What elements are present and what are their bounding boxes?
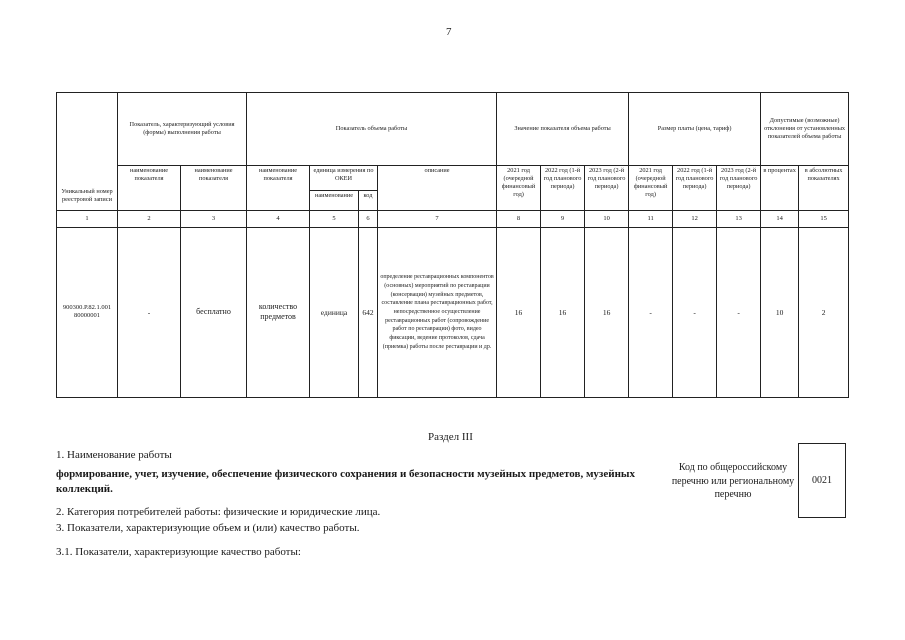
sub-percent: в процентах bbox=[761, 165, 799, 211]
col-number: 10 bbox=[585, 211, 629, 228]
work-name-label: 1. Наименование работы bbox=[56, 449, 172, 461]
col-number: 11 bbox=[629, 211, 673, 228]
cell-volume-2022: 16 bbox=[541, 227, 585, 397]
registry-code-box bbox=[798, 443, 846, 518]
sub-fee-2023: 2023 год (2-й год планового периода) bbox=[717, 165, 761, 211]
sub-indicator-name-3: наименование показателя bbox=[247, 165, 310, 211]
cell-fee-2023: - bbox=[717, 227, 761, 397]
cell-volume-2021: 16 bbox=[497, 227, 541, 397]
consumer-category: 2. Категория потребителей работы: физические и юридические лица. bbox=[56, 506, 381, 518]
sub-year-2021: 2021 год (очередной финансовый год) bbox=[497, 165, 541, 211]
sub-year-2022: 2022 год (1-й год планового периода) bbox=[541, 165, 585, 211]
header-volume-value: Значение показателя объема работы bbox=[497, 93, 629, 166]
col-number: 2 bbox=[118, 211, 181, 228]
col-number: 9 bbox=[541, 211, 585, 228]
header-deviation: Допустимые (возможные) отклонения от установленных показателей объема работы bbox=[761, 93, 849, 166]
section-title: Раздел III bbox=[428, 431, 473, 443]
sub-indicator-name-1: наименование показателя bbox=[118, 165, 181, 211]
col-number: 1 bbox=[57, 211, 118, 228]
cell-char-1: - bbox=[118, 227, 181, 397]
work-volume-table bbox=[56, 92, 849, 398]
table-row bbox=[57, 227, 849, 397]
col-number: 3 bbox=[181, 211, 247, 228]
cell-deviation-absolute: 2 bbox=[799, 227, 849, 397]
col-number: 7 bbox=[378, 211, 497, 228]
col-number: 5 bbox=[310, 211, 359, 228]
page-number: 7 bbox=[446, 26, 452, 38]
cell-volume-2023: 16 bbox=[585, 227, 629, 397]
col-number: 8 bbox=[497, 211, 541, 228]
cell-unit-name: единица bbox=[310, 227, 359, 397]
col-number: 12 bbox=[673, 211, 717, 228]
col-number: 15 bbox=[799, 211, 849, 228]
col-number: 13 bbox=[717, 211, 761, 228]
registry-code-label: Код по общероссийскому перечню или региональному перечню bbox=[671, 462, 795, 500]
sub-fee-2022: 2022 год (1-й год планового периода) bbox=[673, 165, 717, 211]
registry-code-value: 0021 bbox=[812, 475, 832, 486]
cell-unit-code: 642 bbox=[359, 227, 378, 397]
registry-number: 900300.Р.82.1.001 80000001 bbox=[57, 227, 118, 397]
sub-absolute: в абсолютных показателях bbox=[799, 165, 849, 211]
col-number: 4 bbox=[247, 211, 310, 228]
cell-char-2: бесплатно bbox=[181, 227, 247, 397]
cell-description: определение реставрационных компонентов (основных) мероприятий по реставрации (консервации) музейных предметов, составление плана реставрационных работ, непосредственное осуществление реставрационных работ (сопровождение работ по реставрации) фото, видео фиксации, ведение протоколов, сдача (приемка) работы после реставрации и др. bbox=[378, 227, 497, 397]
sub-fee-2021: 2021 год (очередной финансовый год) bbox=[629, 165, 673, 211]
indicators-heading: 3. Показатели, характеризующие объем и (или) качество работы. bbox=[56, 522, 360, 534]
sub-description: описание bbox=[378, 165, 497, 211]
sub-year-2023: 2023 год (2-й год планового периода) bbox=[585, 165, 629, 211]
header-characteristics: Показатель, характеризующий условия (формы) выполнения работы bbox=[118, 93, 247, 166]
cell-indicator-name: количество предметов bbox=[247, 227, 310, 397]
work-name: формирование, учет, изучение, обеспечение физического сохранения и безопасности музейных предметов, музейных коллекций. bbox=[56, 468, 635, 495]
cell-deviation-percent: 10 bbox=[761, 227, 799, 397]
col-number: 6 bbox=[359, 211, 378, 228]
sub-unit-okei: единица измерения по ОКЕИ bbox=[310, 165, 378, 190]
sub-indicator-name-2: наименование показателя bbox=[181, 165, 247, 211]
sub-unit-name: наименование bbox=[310, 190, 359, 211]
cell-fee-2021: - bbox=[629, 227, 673, 397]
header-volume-indicator: Показатель объема работы bbox=[247, 93, 497, 166]
sub-unit-code: код bbox=[359, 190, 378, 211]
col-number: 14 bbox=[761, 211, 799, 228]
header-unique-number: Уникальный номер реестровой записи bbox=[57, 93, 118, 211]
cell-fee-2022: - bbox=[673, 227, 717, 397]
header-fee: Размер платы (цена, тариф) bbox=[629, 93, 761, 166]
quality-heading: 3.1. Показатели, характеризующие качество работы: bbox=[56, 546, 301, 558]
